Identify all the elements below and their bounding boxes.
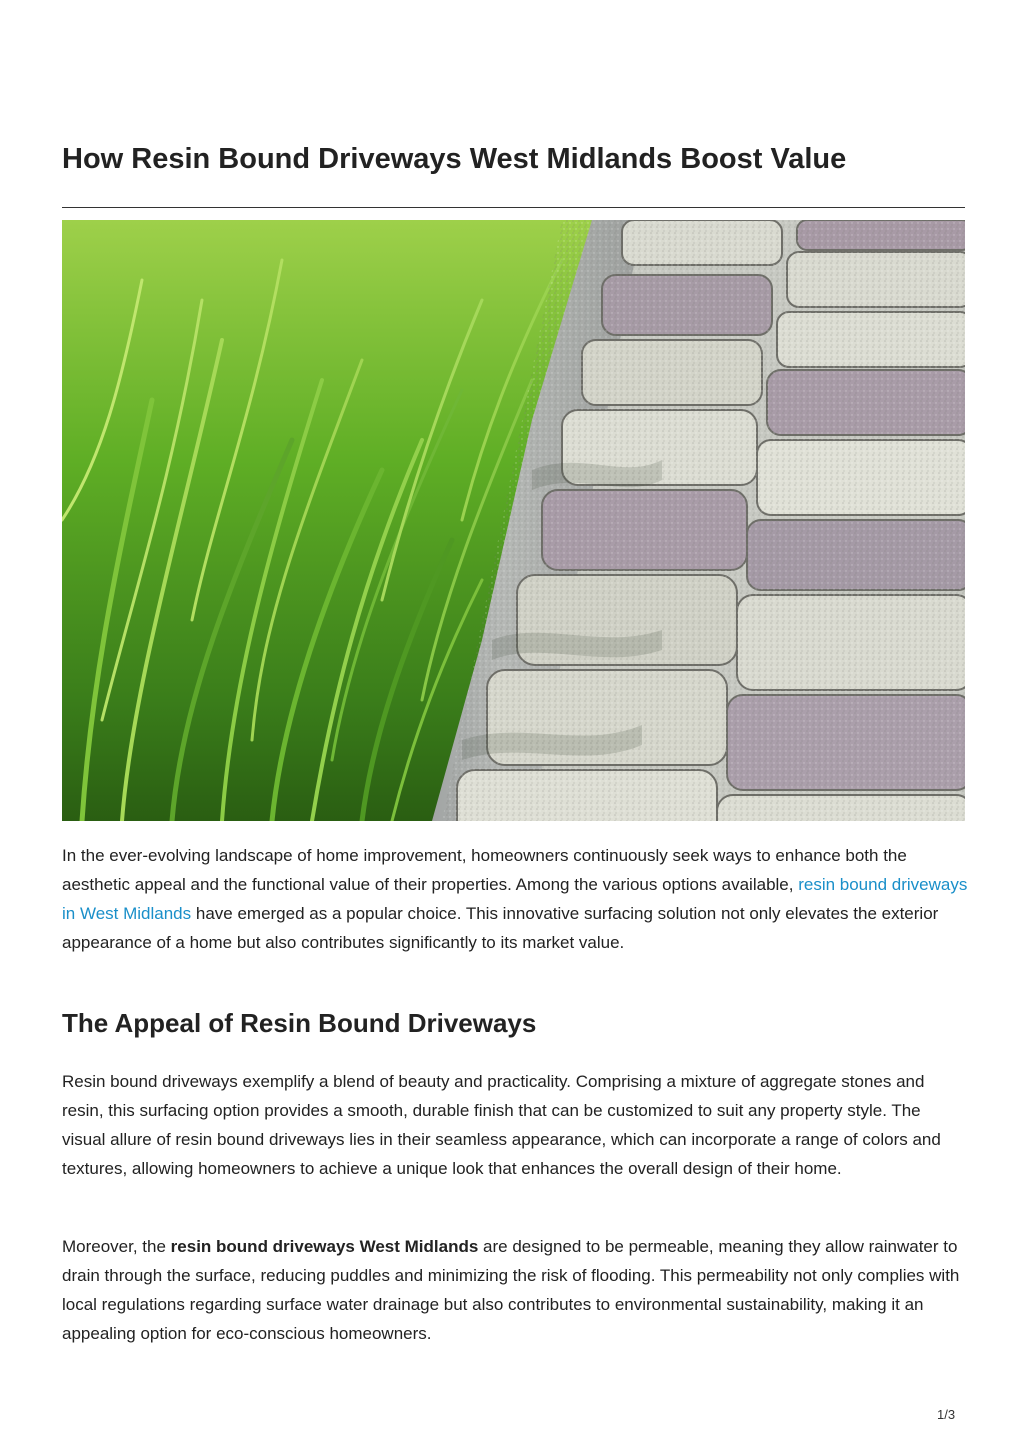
- permeability-text-after-bold: are designed to be permeable, meaning they allow rainwater to drain through the surface, reducing puddles and minimizing the risk of flooding. This permeability not only complies with local regulations regarding surface water drainage but also contributes to environmental sustainability, making it an appealing option for eco-conscious homeowners.: [62, 1237, 960, 1343]
- title-divider: [62, 207, 965, 208]
- page-number: 1/3: [937, 1407, 956, 1422]
- intro-text-after-link: have emerged as a popular choice. This innovative surfacing solution not only elevates the exterior appearance of a home but also contributes significantly to its market value.: [62, 904, 939, 952]
- hero-image: [62, 220, 965, 821]
- intro-text-before-link: In the ever-evolving landscape of home improvement, homeowners continuously seek ways to enhance both the aesthetic appeal and the functional value of their properties. Among the various options available,: [62, 846, 907, 894]
- intro-paragraph: [62, 841, 972, 957]
- permeability-text-before-bold: Moreover, the: [62, 1237, 171, 1256]
- appeal-paragraph: Resin bound driveways exemplify a blend of beauty and practicality. Comprising a mixture of aggregate stones and resin, this surfacing option provides a smooth, durable finish that can be customized to suit any property style. The visual allure of resin bound driveways lies in their seamless appearance, which can incorporate a range of colors and textures, allowing homeowners to achieve a unique look that enhances the overall design of their home.: [62, 1072, 941, 1178]
- permeability-paragraph: [62, 1232, 972, 1348]
- grass-and-paving-photo-icon: [62, 220, 965, 821]
- resin-bound-driveways-link[interactable]: resin bound driveways in West Midlands: [62, 875, 968, 923]
- section-heading: The Appeal of Resin Bound Driveways: [62, 1008, 537, 1038]
- article-title: How Resin Bound Driveways West Midlands Boost Value: [62, 143, 847, 175]
- permeability-bold-term: resin bound driveways West Midlands: [170, 1237, 479, 1256]
